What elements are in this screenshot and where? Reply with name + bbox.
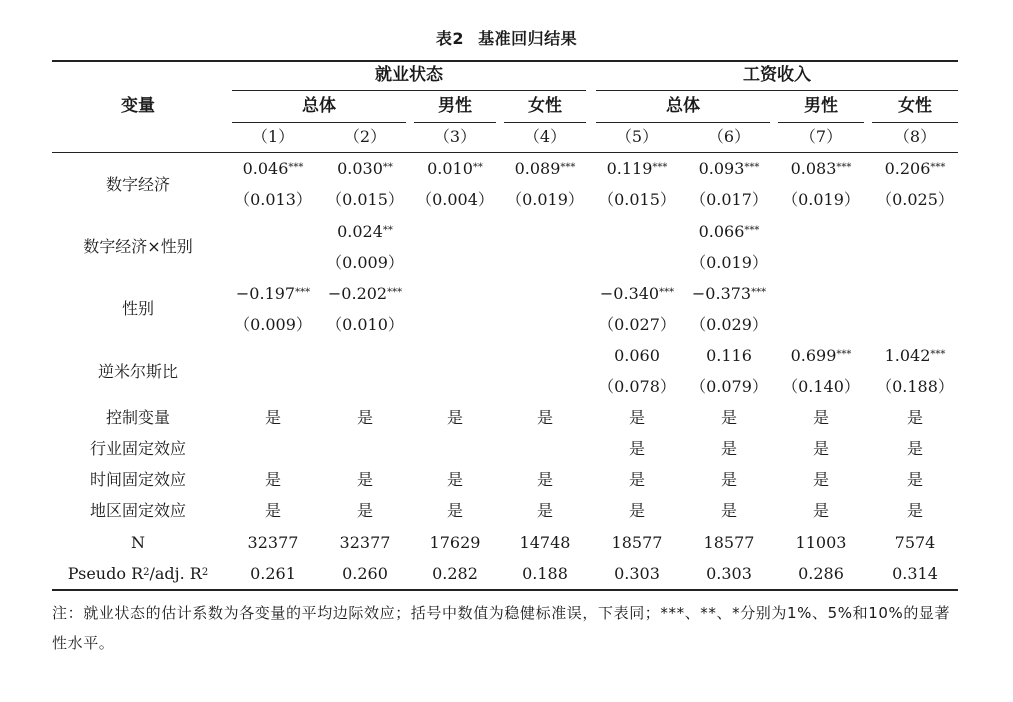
fixed-effect-cell: 是 <box>536 408 553 427</box>
fixed-effect-cell: 是 <box>720 470 737 489</box>
fixed-effect-cell: 是 <box>628 439 645 458</box>
coefficient-cell: 0.119*** <box>606 159 668 178</box>
std-error-cell: （0.078） <box>598 377 676 396</box>
std-error-cell: （0.009） <box>326 253 404 272</box>
std-error-cell: （0.004） <box>416 190 494 209</box>
header-sub: 总体 <box>666 96 700 116</box>
fixed-effect-cell: 是 <box>536 501 553 520</box>
fixed-effect-cell: 是 <box>628 408 645 427</box>
r2-cell: 0.261 <box>250 564 296 583</box>
coefficient-cell: −0.197*** <box>235 284 311 303</box>
coefficient-cell: 0.024** <box>337 222 393 241</box>
fixed-effect-cell: 是 <box>812 470 829 489</box>
row-label-controls: 控制变量 <box>105 408 170 427</box>
fixed-effect-cell: 是 <box>536 470 553 489</box>
table-caption <box>0 26 1013 49</box>
coefficient-cell: 0.206*** <box>884 159 946 178</box>
r2-cell: 0.188 <box>522 564 568 583</box>
column-number: （7） <box>799 127 843 146</box>
r2-cell: 0.286 <box>798 564 844 583</box>
fixed-effect-cell: 是 <box>356 501 373 520</box>
std-error-cell: （0.025） <box>876 190 954 209</box>
observations-cell: 32377 <box>339 533 391 552</box>
fixed-effect-cell: 是 <box>628 470 645 489</box>
fixed-effect-cell: 是 <box>446 501 463 520</box>
row-label-digital-economy: 数字经济 <box>105 175 170 194</box>
fixed-effect-cell: 是 <box>356 408 373 427</box>
std-error-cell: （0.019） <box>690 253 768 272</box>
table-number: 表2 <box>435 29 465 48</box>
column-number: （2） <box>343 127 387 146</box>
fixed-effect-cell: 是 <box>906 408 923 427</box>
observations-cell: 32377 <box>247 533 299 552</box>
std-error-cell: （0.027） <box>598 315 676 334</box>
std-error-cell: （0.010） <box>326 315 404 334</box>
column-number: （8） <box>893 127 937 146</box>
header-group-employment: 就业状态 <box>375 65 443 85</box>
coefficient-cell: 0.046*** <box>242 159 304 178</box>
fixed-effect-cell: 是 <box>264 501 281 520</box>
observations-cell: 18577 <box>611 533 663 552</box>
std-error-cell: （0.019） <box>782 190 860 209</box>
column-number: （5） <box>615 127 659 146</box>
std-error-cell: （0.009） <box>234 315 312 334</box>
row-label-digital-x-gender: 数字经济×性别 <box>83 237 193 256</box>
fixed-effect-cell: 是 <box>906 439 923 458</box>
fixed-effect-cell: 是 <box>264 408 281 427</box>
header-sub: 女性 <box>898 96 932 116</box>
fixed-effect-cell: 是 <box>356 470 373 489</box>
bottom-rule <box>52 589 958 591</box>
table-title: 基准回归结果 <box>478 29 578 48</box>
row-label-region-fe: 地区固定效应 <box>89 501 186 520</box>
fixed-effect-cell: 是 <box>720 501 737 520</box>
header-sub: 女性 <box>528 96 562 116</box>
coefficient-cell: −0.373*** <box>691 284 767 303</box>
coefficient-cell: 0.060 <box>614 346 660 365</box>
column-number: （1） <box>251 127 295 146</box>
header-bottom-rule <box>52 152 958 153</box>
coefficient-cell: 0.066*** <box>698 222 760 241</box>
coefficient-cell: 0.093*** <box>698 159 760 178</box>
table-note: 注：就业状态的估计系数为各变量的平均边际效应；括号中数值为稳健标准误，下表同；***、**、*分别为1%、5%和10%的显著性水平。 <box>52 604 951 652</box>
observations-cell: 17629 <box>429 533 481 552</box>
coefficient-cell: 1.042*** <box>884 346 946 365</box>
coefficient-cell: 0.083*** <box>790 159 852 178</box>
observations-cell: 11003 <box>795 533 847 552</box>
r2-cell: 0.260 <box>342 564 388 583</box>
row-label-gender: 性别 <box>121 299 154 318</box>
row-label-time-fe: 时间固定效应 <box>89 470 186 489</box>
std-error-cell: （0.188） <box>876 377 954 396</box>
fixed-effect-cell: 是 <box>446 470 463 489</box>
std-error-cell: （0.019） <box>506 190 584 209</box>
observations-cell: 14748 <box>519 533 571 552</box>
column-number: （3） <box>433 127 477 146</box>
fixed-effect-cell: 是 <box>628 501 645 520</box>
fixed-effect-cell: 是 <box>812 439 829 458</box>
std-error-cell: （0.079） <box>690 377 768 396</box>
observations-cell: 7574 <box>894 533 936 552</box>
header-sub: 总体 <box>302 96 336 116</box>
header-group-wage: 工资收入 <box>743 65 811 85</box>
row-label-industry-fe: 行业固定效应 <box>89 439 186 458</box>
fixed-effect-cell: 是 <box>264 470 281 489</box>
header-sub: 男性 <box>804 96 838 116</box>
coefficient-cell: 0.030** <box>337 159 393 178</box>
fixed-effect-cell: 是 <box>812 501 829 520</box>
coefficient-cell: −0.340*** <box>599 284 675 303</box>
header-sub: 男性 <box>438 96 472 116</box>
coefficient-cell: 0.010** <box>427 159 483 178</box>
fixed-effect-cell: 是 <box>720 439 737 458</box>
fixed-effect-cell: 是 <box>720 408 737 427</box>
row-label-n: N <box>131 533 145 552</box>
row-label-r2: Pseudo $R^2$/adj. $R^2$ <box>67 564 209 583</box>
std-error-cell: （0.017） <box>690 190 768 209</box>
r2-cell: 0.303 <box>706 564 752 583</box>
fixed-effect-cell: 是 <box>446 408 463 427</box>
std-error-cell: （0.029） <box>690 315 768 334</box>
std-error-cell: （0.015） <box>598 190 676 209</box>
r2-cell: 0.282 <box>432 564 478 583</box>
fixed-effect-cell: 是 <box>906 501 923 520</box>
coefficient-cell: 0.699*** <box>790 346 852 365</box>
row-label-inverse-mills: 逆米尔斯比 <box>97 362 178 381</box>
std-error-cell: （0.140） <box>782 377 860 396</box>
fixed-effect-cell: 是 <box>906 470 923 489</box>
column-number: （6） <box>707 127 751 146</box>
coefficient-cell: 0.089*** <box>514 159 576 178</box>
column-number: （4） <box>523 127 567 146</box>
observations-cell: 18577 <box>703 533 755 552</box>
std-error-cell: （0.013） <box>234 190 312 209</box>
header-variable: 变量 <box>121 96 155 116</box>
r2-cell: 0.314 <box>892 564 938 583</box>
coefficient-cell: −0.202*** <box>327 284 403 303</box>
coefficient-cell: 0.116 <box>706 346 752 365</box>
r2-cell: 0.303 <box>614 564 660 583</box>
fixed-effect-cell: 是 <box>812 408 829 427</box>
std-error-cell: （0.015） <box>326 190 404 209</box>
